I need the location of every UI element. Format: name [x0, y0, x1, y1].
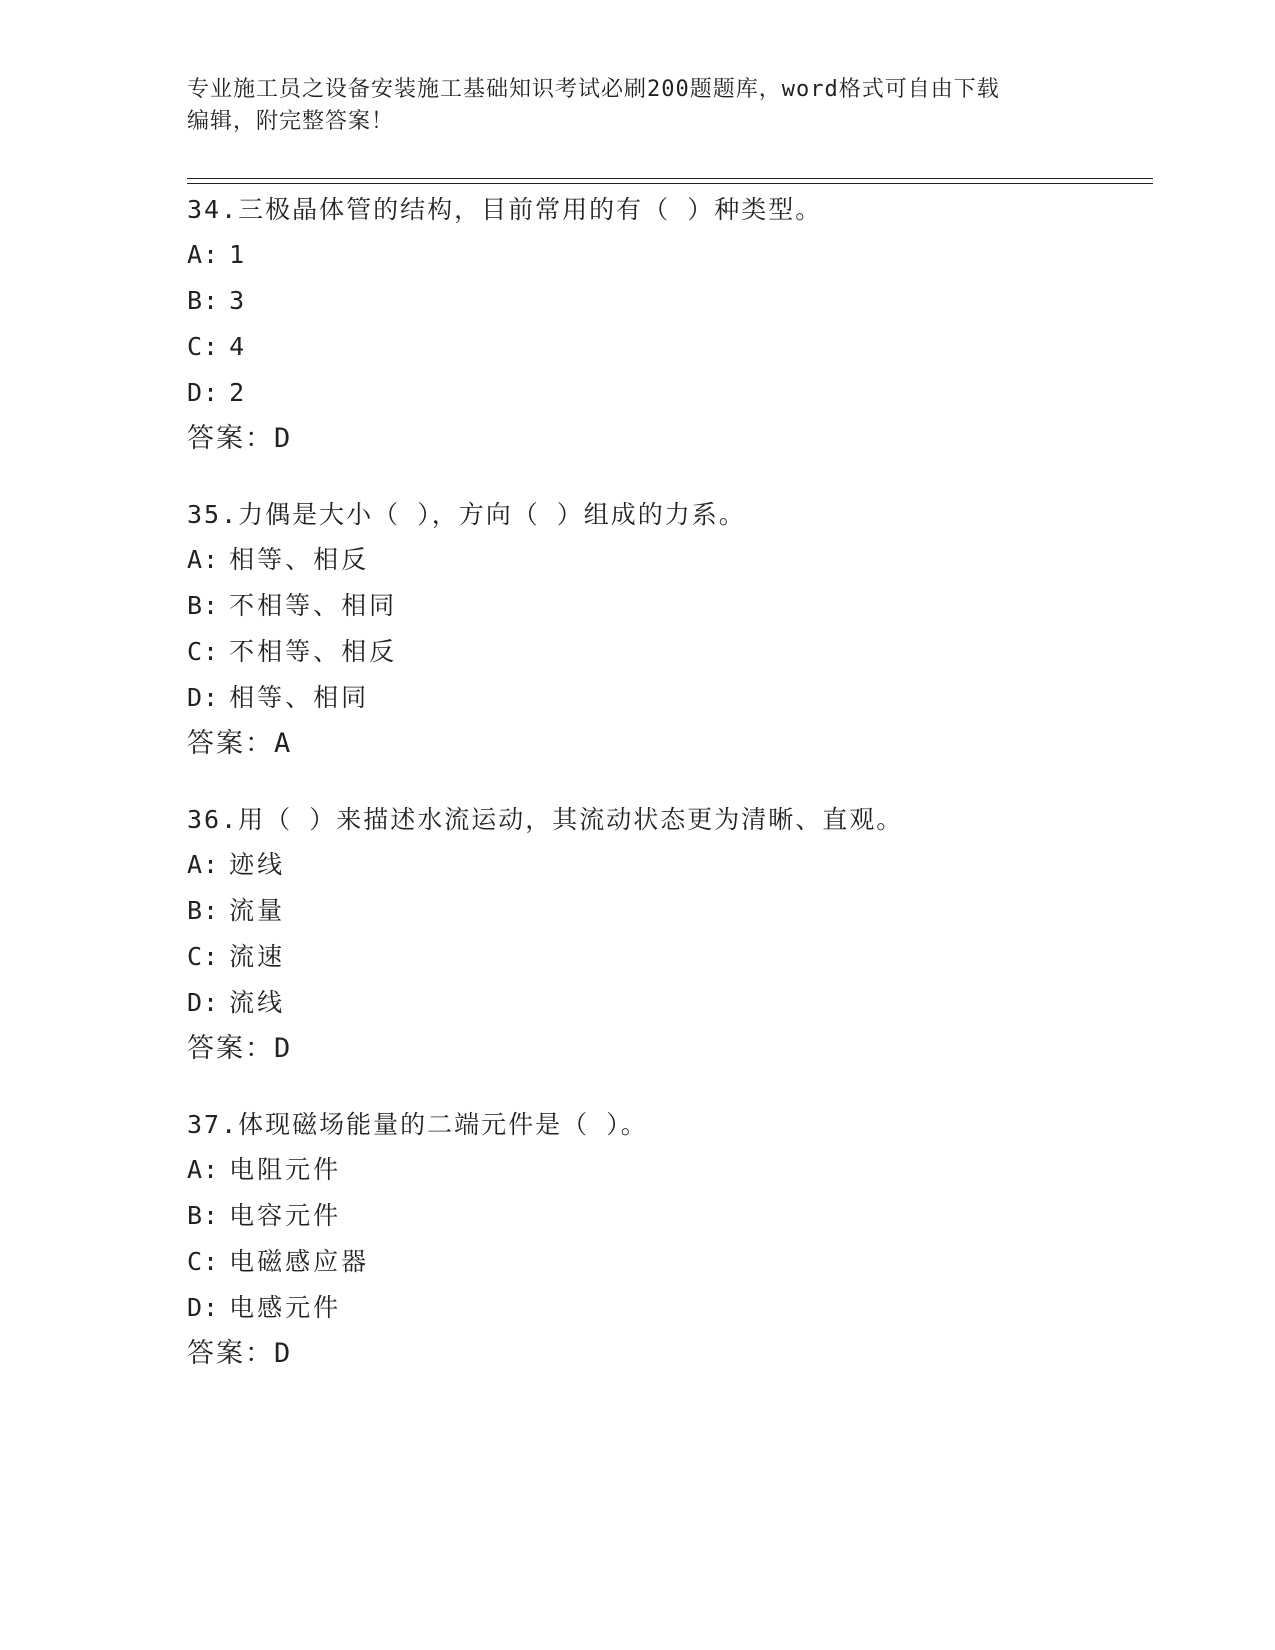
answer-line	[187, 1026, 1147, 1072]
answer-value: A	[274, 728, 291, 759]
option-letter: B:	[187, 286, 220, 315]
option-text: 电容元件	[229, 1201, 342, 1230]
answer-line	[187, 1331, 1147, 1377]
answer-value: D	[274, 423, 291, 454]
option-text: 4	[229, 332, 248, 361]
question-title: 36.用（ ）来描述水流运动，其流动状态更为清晰、直观。	[187, 805, 904, 834]
answer-label: 答案：	[187, 728, 274, 759]
header-line-1: 专业施工员之设备安装施工基础知识考试必刷200题题库，word格式可自由下载	[187, 77, 1000, 102]
option-a	[187, 842, 1147, 888]
option-letter: A:	[187, 240, 220, 269]
option-text: 流速	[229, 942, 286, 971]
option-d	[187, 675, 1147, 721]
option-letter: C:	[187, 942, 220, 971]
option-letter: C:	[187, 637, 220, 666]
option-letter: B:	[187, 591, 220, 620]
option-b	[187, 278, 1147, 324]
answer-value: D	[274, 1033, 291, 1064]
option-text: 不相等、相反	[229, 637, 398, 666]
option-d	[187, 980, 1147, 1026]
option-text: 流量	[229, 896, 286, 925]
answer-line	[187, 416, 1147, 462]
option-d	[187, 1285, 1147, 1331]
option-c	[187, 324, 1147, 370]
option-letter: C:	[187, 1247, 220, 1276]
answer-line	[187, 721, 1147, 767]
option-b	[187, 1193, 1147, 1239]
option-c	[187, 1239, 1147, 1285]
option-b	[187, 888, 1147, 934]
answer-value: D	[274, 1338, 291, 1369]
option-c	[187, 629, 1147, 675]
option-letter: D:	[187, 378, 220, 407]
option-text: 电感元件	[229, 1293, 342, 1322]
option-letter: A:	[187, 1155, 220, 1184]
option-text: 迹线	[229, 850, 286, 879]
option-letter: D:	[187, 988, 220, 1017]
answer-label: 答案：	[187, 1033, 274, 1064]
option-text: 相等、相同	[229, 683, 370, 712]
question-title: 37.体现磁场能量的二端元件是（ ）。	[187, 1110, 648, 1139]
question-36	[187, 797, 1147, 1072]
option-d	[187, 370, 1147, 416]
option-letter: C:	[187, 332, 220, 361]
option-b	[187, 583, 1147, 629]
header-divider-top	[187, 178, 1153, 179]
option-text: 电阻元件	[229, 1155, 342, 1184]
option-text: 流线	[229, 988, 286, 1017]
option-a	[187, 537, 1147, 583]
option-text: 1	[229, 240, 248, 269]
header-line-2: 编辑，附完整答案！	[187, 109, 395, 134]
option-text: 2	[229, 378, 248, 407]
option-c	[187, 934, 1147, 980]
option-letter: A:	[187, 545, 220, 574]
option-letter: D:	[187, 1293, 220, 1322]
document-header	[187, 74, 1067, 138]
option-a	[187, 232, 1147, 278]
option-letter: B:	[187, 896, 220, 925]
question-35	[187, 492, 1147, 767]
option-text: 3	[229, 286, 248, 315]
option-text: 相等、相反	[229, 545, 370, 574]
question-title: 35.力偶是大小（ ），方向（ ）组成的力系。	[187, 500, 746, 529]
option-text: 不相等、相同	[229, 591, 398, 620]
question-34	[187, 187, 1147, 462]
option-letter: A:	[187, 850, 220, 879]
option-text: 电磁感应器	[229, 1247, 370, 1276]
question-title: 34.三极晶体管的结构，目前常用的有（ ）种类型。	[187, 195, 823, 224]
option-letter: B:	[187, 1201, 220, 1230]
answer-label: 答案：	[187, 1338, 274, 1369]
option-a	[187, 1147, 1147, 1193]
answer-label: 答案：	[187, 423, 274, 454]
option-letter: D:	[187, 683, 220, 712]
header-divider-bottom	[187, 183, 1153, 184]
question-37	[187, 1102, 1147, 1377]
